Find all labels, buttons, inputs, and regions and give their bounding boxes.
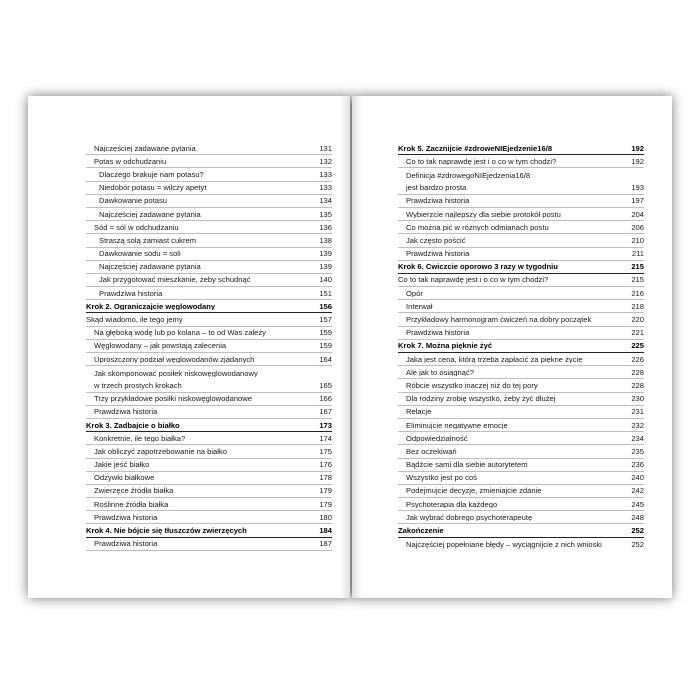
toc-entry-title: Co to tak naprawdę jest i o co w tym chodzi? — [406, 157, 557, 166]
toc-entry-row — [86, 221, 332, 234]
toc-page-number: 252 — [631, 540, 644, 550]
toc-page-number: 206 — [631, 222, 644, 232]
toc-page-number: 231 — [631, 407, 644, 417]
toc-entry-row — [86, 248, 332, 261]
toc-page-number: 133 — [319, 169, 332, 179]
toc-entry-title: Definicja #zdrowegoNIEjedzenia16/8 — [406, 171, 531, 180]
toc-entry-title: Ale jak to osiągnąć? — [406, 368, 474, 377]
toc-entry-title: Dawkowanie sodu = soli — [99, 250, 181, 258]
toc-page-number: 215 — [631, 275, 644, 285]
toc-entry-row — [86, 155, 332, 168]
toc-entry-title: Najczęściej popełniane błędy – wyciągnijcie z nich wnioski — [406, 541, 602, 549]
toc-page-number: 184 — [319, 526, 332, 536]
toc-entry-row — [398, 208, 644, 221]
toc-entry-row — [86, 274, 332, 287]
toc-page-number: 135 — [319, 209, 332, 219]
toc-page-number: 252 — [631, 526, 644, 536]
toc-page-number: 173 — [319, 420, 332, 430]
toc-entry-row — [398, 327, 644, 340]
toc-chapter-row — [86, 419, 332, 432]
toc-entry-title: Uproszczony podział węglowodanów zjadanych — [94, 355, 255, 364]
toc-page-number: 220 — [631, 315, 644, 325]
toc-page-number: 165 — [319, 380, 332, 390]
toc-page-number: 159 — [319, 328, 332, 338]
toc-page-number: 159 — [319, 341, 332, 351]
right-page-gutter-shadow — [352, 96, 362, 598]
toc-entry-row — [398, 168, 644, 181]
toc-page-number: 164 — [319, 354, 332, 364]
toc-page-number: 234 — [631, 433, 644, 443]
toc-entry-title: Trzy przykładowe posiłki niskowęglowodanowe — [94, 395, 252, 403]
toc-entry-row — [86, 313, 332, 326]
toc-entry-title: Wybierzcie najlepszy dla siebie protokół postu — [406, 210, 561, 219]
toc-entry-row — [398, 393, 644, 406]
toc-page-number: 232 — [631, 420, 644, 430]
toc-page-number: 140 — [319, 275, 332, 285]
toc-entry-title: Psychoterapia dla każdego — [406, 500, 498, 509]
toc-entry-row — [398, 379, 644, 392]
toc-page-number: 175 — [319, 446, 332, 456]
left-toc-list — [86, 142, 332, 551]
toc-entry-title: Odżywki białkowe — [94, 474, 155, 482]
toc-entry-row — [86, 432, 332, 445]
toc-entry-title: Roślinne źródła białka — [94, 500, 169, 509]
toc-entry-title: Dawkowanie potasu — [99, 197, 167, 205]
toc-chapter-row — [398, 142, 644, 155]
toc-page-number: 166 — [319, 394, 332, 404]
toc-entry-row — [86, 182, 332, 195]
toc-entry-row — [398, 445, 644, 458]
toc-entry-title: Prawdziwa historia — [406, 250, 470, 258]
toc-page-number: 157 — [319, 315, 332, 325]
toc-entry-row — [86, 393, 332, 406]
toc-entry-title: Potas w odchudzaniu — [94, 157, 167, 166]
toc-entry-row — [398, 459, 644, 472]
toc-entry-title: Przykładowy harmonogram ćwiczeń na dobry początek — [406, 316, 592, 324]
toc-chapter-row — [86, 300, 332, 313]
toc-entry-title: Odpowiedzialność — [406, 434, 468, 443]
toc-entry-row — [86, 327, 332, 340]
toc-page-number: 131 — [319, 143, 332, 153]
toc-entry-row — [86, 485, 332, 498]
toc-entry-row — [86, 168, 332, 181]
toc-entry-title: Krok 3. Zadbajcie o białko — [86, 421, 180, 430]
toc-entry-title: Jak skomponować posiłek niskowęglowodanowy — [94, 369, 258, 378]
toc-entry-title: w trzech prostych krokach — [94, 381, 182, 390]
toc-entry-row — [86, 340, 332, 353]
toc-entry-title: Krok 4. Nie bójcie się tłuszczów zwierzęcych — [86, 527, 247, 535]
toc-entry-title: Jakie jeść białko — [94, 461, 150, 469]
toc-page-number: 193 — [631, 183, 644, 193]
toc-entry-row — [398, 419, 644, 432]
toc-entry-row — [86, 261, 332, 274]
toc-entry-row — [398, 234, 644, 247]
toc-page-number: 242 — [631, 486, 644, 496]
toc-entry-row — [86, 195, 332, 208]
toc-entry-row — [398, 511, 644, 524]
left-page — [28, 96, 350, 598]
toc-entry-row — [86, 511, 332, 524]
toc-page-number: 151 — [319, 288, 332, 298]
toc-page-number: 228 — [631, 380, 644, 390]
toc-entry-row — [86, 379, 332, 392]
toc-entry-title: Straszą solą zamiast cukrem — [99, 236, 197, 245]
toc-entry-title: Prawdziwa historia — [94, 408, 158, 416]
toc-entry-row — [398, 538, 644, 551]
toc-entry-title: Konkretnie, ile tego białka? — [94, 434, 186, 443]
toc-entry-title: Najczęściej zadawane pytania — [99, 210, 201, 219]
toc-entry-title: Skąd wiadomo, ile tego jemy — [86, 316, 183, 324]
toc-entry-title: Sód = sól w odchudzaniu — [94, 223, 179, 232]
toc-entry-title: Bądźcie sami dla siebie autorytetem — [406, 461, 528, 469]
toc-entry-title: Dla rodziny zrobię wszystko, żeby żyć dłużej — [406, 395, 556, 403]
toc-entry-title: Jak często pościć — [406, 236, 466, 245]
toc-page-number: 136 — [319, 222, 332, 232]
book-spread — [28, 96, 672, 598]
toc-entry-row — [398, 353, 644, 366]
toc-page-number: 192 — [631, 143, 644, 153]
toc-entry-row — [86, 498, 332, 511]
toc-entry-row — [398, 432, 644, 445]
toc-entry-title: Prawdziwa historia — [406, 197, 470, 205]
toc-page-number: 225 — [631, 341, 644, 351]
toc-page-number: 197 — [631, 196, 644, 206]
toc-entry-title: Krok 2. Ograniczajcie węglowodany — [86, 302, 216, 311]
toc-entry-title: Wszystko jest po coś — [406, 474, 477, 482]
toc-page-number: 192 — [631, 156, 644, 166]
toc-page-number: 133 — [319, 183, 332, 193]
toc-entry-title: Interwał — [406, 302, 433, 311]
right-toc-list — [398, 142, 644, 551]
toc-entry-title: Zakończenie — [398, 527, 444, 535]
toc-page-number: 179 — [319, 486, 332, 496]
toc-page-number: 132 — [319, 156, 332, 166]
toc-entry-title: Prawdziwa historia — [99, 289, 163, 298]
toc-entry-title: Prawdziwa historia — [94, 513, 158, 522]
toc-page-number: 187 — [319, 539, 332, 549]
toc-entry-row — [398, 221, 644, 234]
toc-page-number: 179 — [319, 499, 332, 509]
toc-entry-row — [398, 248, 644, 261]
toc-chapter-row — [398, 340, 644, 353]
toc-page-number: 180 — [319, 512, 332, 522]
toc-page-number: 210 — [631, 235, 644, 245]
toc-entry-row — [86, 353, 332, 366]
toc-entry-row — [398, 472, 644, 485]
toc-entry-title: jest bardzo prosta — [406, 184, 467, 192]
toc-entry-row — [86, 366, 332, 379]
toc-entry-title: Opór — [406, 289, 423, 298]
toc-page-number: 228 — [631, 367, 644, 377]
toc-entry-row — [398, 498, 644, 511]
toc-chapter-row — [398, 261, 644, 274]
toc-entry-title: Jak wybrać dobrego psychoterapeutę — [406, 513, 533, 522]
toc-entry-title: Co to tak naprawdę jest i o co w tym chodzi? — [398, 276, 549, 285]
toc-page-number: 218 — [631, 301, 644, 311]
toc-page-number: 204 — [631, 209, 644, 219]
toc-entry-row — [398, 182, 644, 195]
toc-entry-title: Eliminujcie negatywne emocje — [406, 421, 508, 430]
toc-entry-title: Jak obliczyć zapotrzebowanie na białko — [94, 447, 227, 456]
toc-entry-row — [86, 208, 332, 221]
toc-entry-row — [398, 313, 644, 326]
toc-entry-row — [398, 406, 644, 419]
toc-page-number: 174 — [319, 433, 332, 443]
toc-page-number: 248 — [631, 512, 644, 522]
toc-entry-title: Dlaczego brakuje nam potasu? — [99, 170, 204, 179]
toc-entry-row — [86, 459, 332, 472]
toc-entry-title: Róbcie wszystko inaczej niż do tej pory — [406, 381, 538, 390]
toc-chapter-row — [398, 524, 644, 537]
toc-page-number: 211 — [631, 249, 644, 259]
toc-page-number: 226 — [631, 354, 644, 364]
toc-page-number: 156 — [319, 301, 332, 311]
toc-entry-title: Zwierzęce źródła białka — [94, 487, 174, 496]
toc-entry-title: Krok 7. Można pięknie żyć — [398, 342, 493, 350]
toc-entry-row — [398, 274, 644, 287]
toc-page-number: 235 — [631, 446, 644, 456]
toc-entry-title: Węglowodany – jak powstają zalecenia — [94, 342, 227, 350]
toc-page-number: 240 — [631, 473, 644, 483]
toc-entry-row — [86, 538, 332, 551]
toc-page-number: 215 — [631, 262, 644, 272]
toc-page-number: 245 — [631, 499, 644, 509]
toc-entry-row — [398, 300, 644, 313]
toc-entry-title: Najczęściej zadawane pytania — [99, 263, 201, 271]
toc-page-number: 221 — [631, 328, 644, 338]
toc-entry-title: Relacje — [406, 408, 432, 416]
toc-entry-row — [86, 142, 332, 155]
toc-page-number: 216 — [631, 288, 644, 298]
left-page-gutter-shadow — [340, 96, 350, 598]
toc-entry-row — [86, 287, 332, 300]
toc-page-number: 176 — [319, 460, 332, 470]
toc-entry-row — [398, 366, 644, 379]
toc-entry-row — [86, 445, 332, 458]
toc-entry-row — [86, 406, 332, 419]
toc-entry-title: Prawdziwa historia — [406, 329, 470, 337]
toc-entry-title: Podejmujcie decyzje, zmieniajcie zdanie — [406, 487, 542, 496]
toc-entry-title: Najczęściej zadawane pytania — [94, 144, 196, 153]
right-page — [352, 96, 672, 598]
toc-entry-title: Prawdziwa historia — [94, 540, 158, 548]
toc-page-number: 167 — [319, 407, 332, 417]
toc-page-number: 236 — [631, 460, 644, 470]
toc-entry-title: Na głęboką wodę lub po kolana – to od Was zależy — [94, 329, 266, 337]
toc-entry-title: Niedobór potasu = wilczy apetyt — [99, 184, 207, 192]
toc-entry-title: Bez oczekiwań — [406, 447, 457, 456]
toc-chapter-row — [86, 524, 332, 537]
toc-page-number: 139 — [319, 262, 332, 272]
toc-entry-title: Krok 5. Zacznijcie #zdroweNIEjedzenie16/8 — [398, 144, 553, 153]
toc-entry-row — [398, 485, 644, 498]
toc-page-number: 134 — [319, 196, 332, 206]
toc-entry-row — [398, 195, 644, 208]
toc-entry-title: Jaka jest cena, którą trzeba zapłacić za piękne życie — [406, 355, 583, 364]
toc-entry-row — [398, 155, 644, 168]
toc-page-number: 230 — [631, 394, 644, 404]
toc-entry-title: Krok 6. Ćwiczcie oporowo 3 razy w tygodniu — [398, 263, 558, 271]
toc-entry-title: Co można pić w różnych odmianach postu — [406, 223, 549, 232]
toc-entry-row — [398, 287, 644, 300]
toc-entry-title: Jak przygotować mieszkanie, żeby schudnąć — [99, 276, 251, 285]
toc-page-number: 139 — [319, 249, 332, 259]
toc-entry-row — [86, 234, 332, 247]
toc-entry-row — [86, 472, 332, 485]
toc-page-number: 178 — [319, 473, 332, 483]
toc-page-number: 138 — [319, 235, 332, 245]
